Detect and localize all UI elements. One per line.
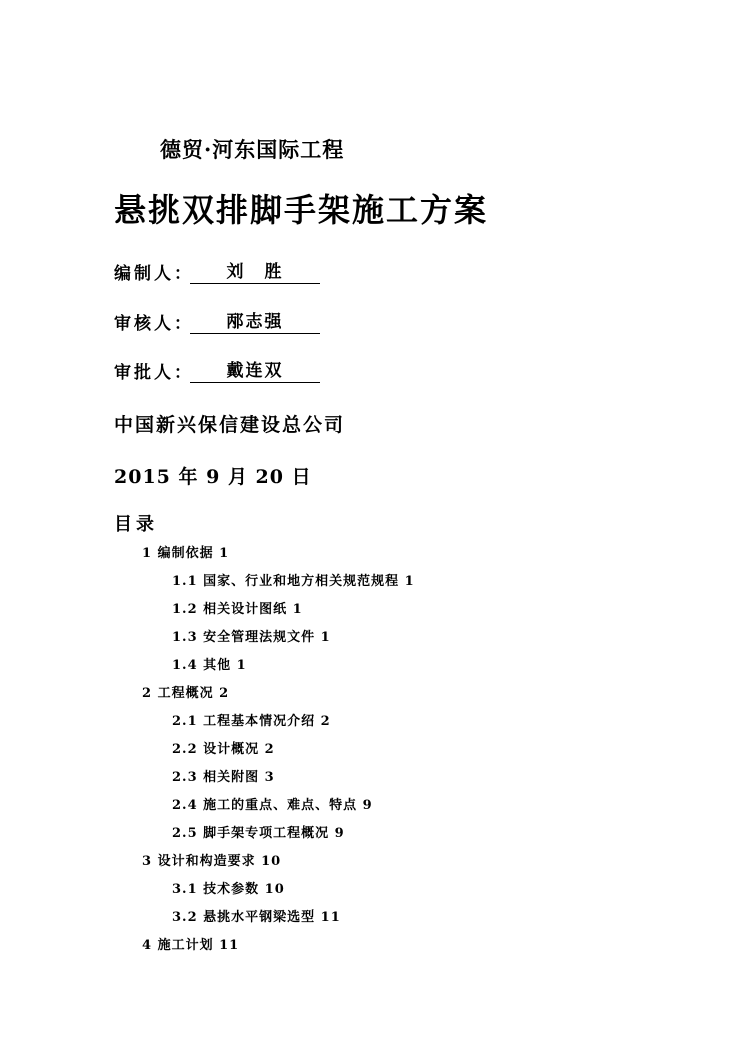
signature-row-reviewer bbox=[114, 308, 320, 334]
approver-name: 戴连双 bbox=[190, 356, 320, 383]
toc-entry-2-4[interactable]: 2.4 施工的重点、难点、特点 9 bbox=[172, 798, 373, 813]
toc-heading: 目录 bbox=[114, 514, 158, 535]
compiler-label: 编制人： bbox=[114, 264, 194, 284]
company-name: 中国新兴保信建设总公司 bbox=[114, 414, 346, 436]
toc-entry-3[interactable]: 3 设计和构造要求 10 bbox=[142, 854, 282, 869]
toc-entry-1[interactable]: 1 编制依据 1 bbox=[142, 546, 230, 561]
reviewer-label: 审核人： bbox=[114, 314, 194, 334]
signature-row-approver bbox=[114, 357, 320, 383]
toc-entry-1-4[interactable]: 1.4 其他 1 bbox=[172, 658, 247, 673]
toc-entry-1-2[interactable]: 1.2 相关设计图纸 1 bbox=[172, 602, 303, 617]
toc-entry-1-1[interactable]: 1.1 国家、行业和地方相关规范规程 1 bbox=[172, 574, 415, 589]
reviewer-name: 邴志强 bbox=[190, 307, 320, 334]
toc-entry-2-5[interactable]: 2.5 脚手架专项工程概况 9 bbox=[172, 826, 345, 841]
compiler-name: 刘 胜 bbox=[190, 257, 320, 284]
approver-label: 审批人： bbox=[114, 363, 194, 383]
toc-entry-3-2[interactable]: 3.2 悬挑水平钢梁选型 11 bbox=[172, 910, 341, 925]
toc-entry-1-3[interactable]: 1.3 安全管理法规文件 1 bbox=[172, 630, 331, 645]
toc-entry-4[interactable]: 4 施工计划 11 bbox=[142, 938, 240, 953]
toc-entry-3-1[interactable]: 3.1 技术参数 10 bbox=[172, 882, 285, 897]
document-date: 2015 年 9 月 20 日 bbox=[114, 466, 312, 488]
toc-entry-2-3[interactable]: 2.3 相关附图 3 bbox=[172, 770, 275, 785]
project-name: 德贸·河东国际工程 bbox=[160, 137, 345, 162]
document-title: 悬挑双排脚手架施工方案 bbox=[114, 191, 489, 229]
toc-entry-2-2[interactable]: 2.2 设计概况 2 bbox=[172, 742, 275, 757]
signature-row-compiler bbox=[114, 258, 320, 284]
toc-entry-2[interactable]: 2 工程概况 2 bbox=[142, 686, 230, 701]
toc-entry-2-1[interactable]: 2.1 工程基本情况介绍 2 bbox=[172, 714, 331, 729]
